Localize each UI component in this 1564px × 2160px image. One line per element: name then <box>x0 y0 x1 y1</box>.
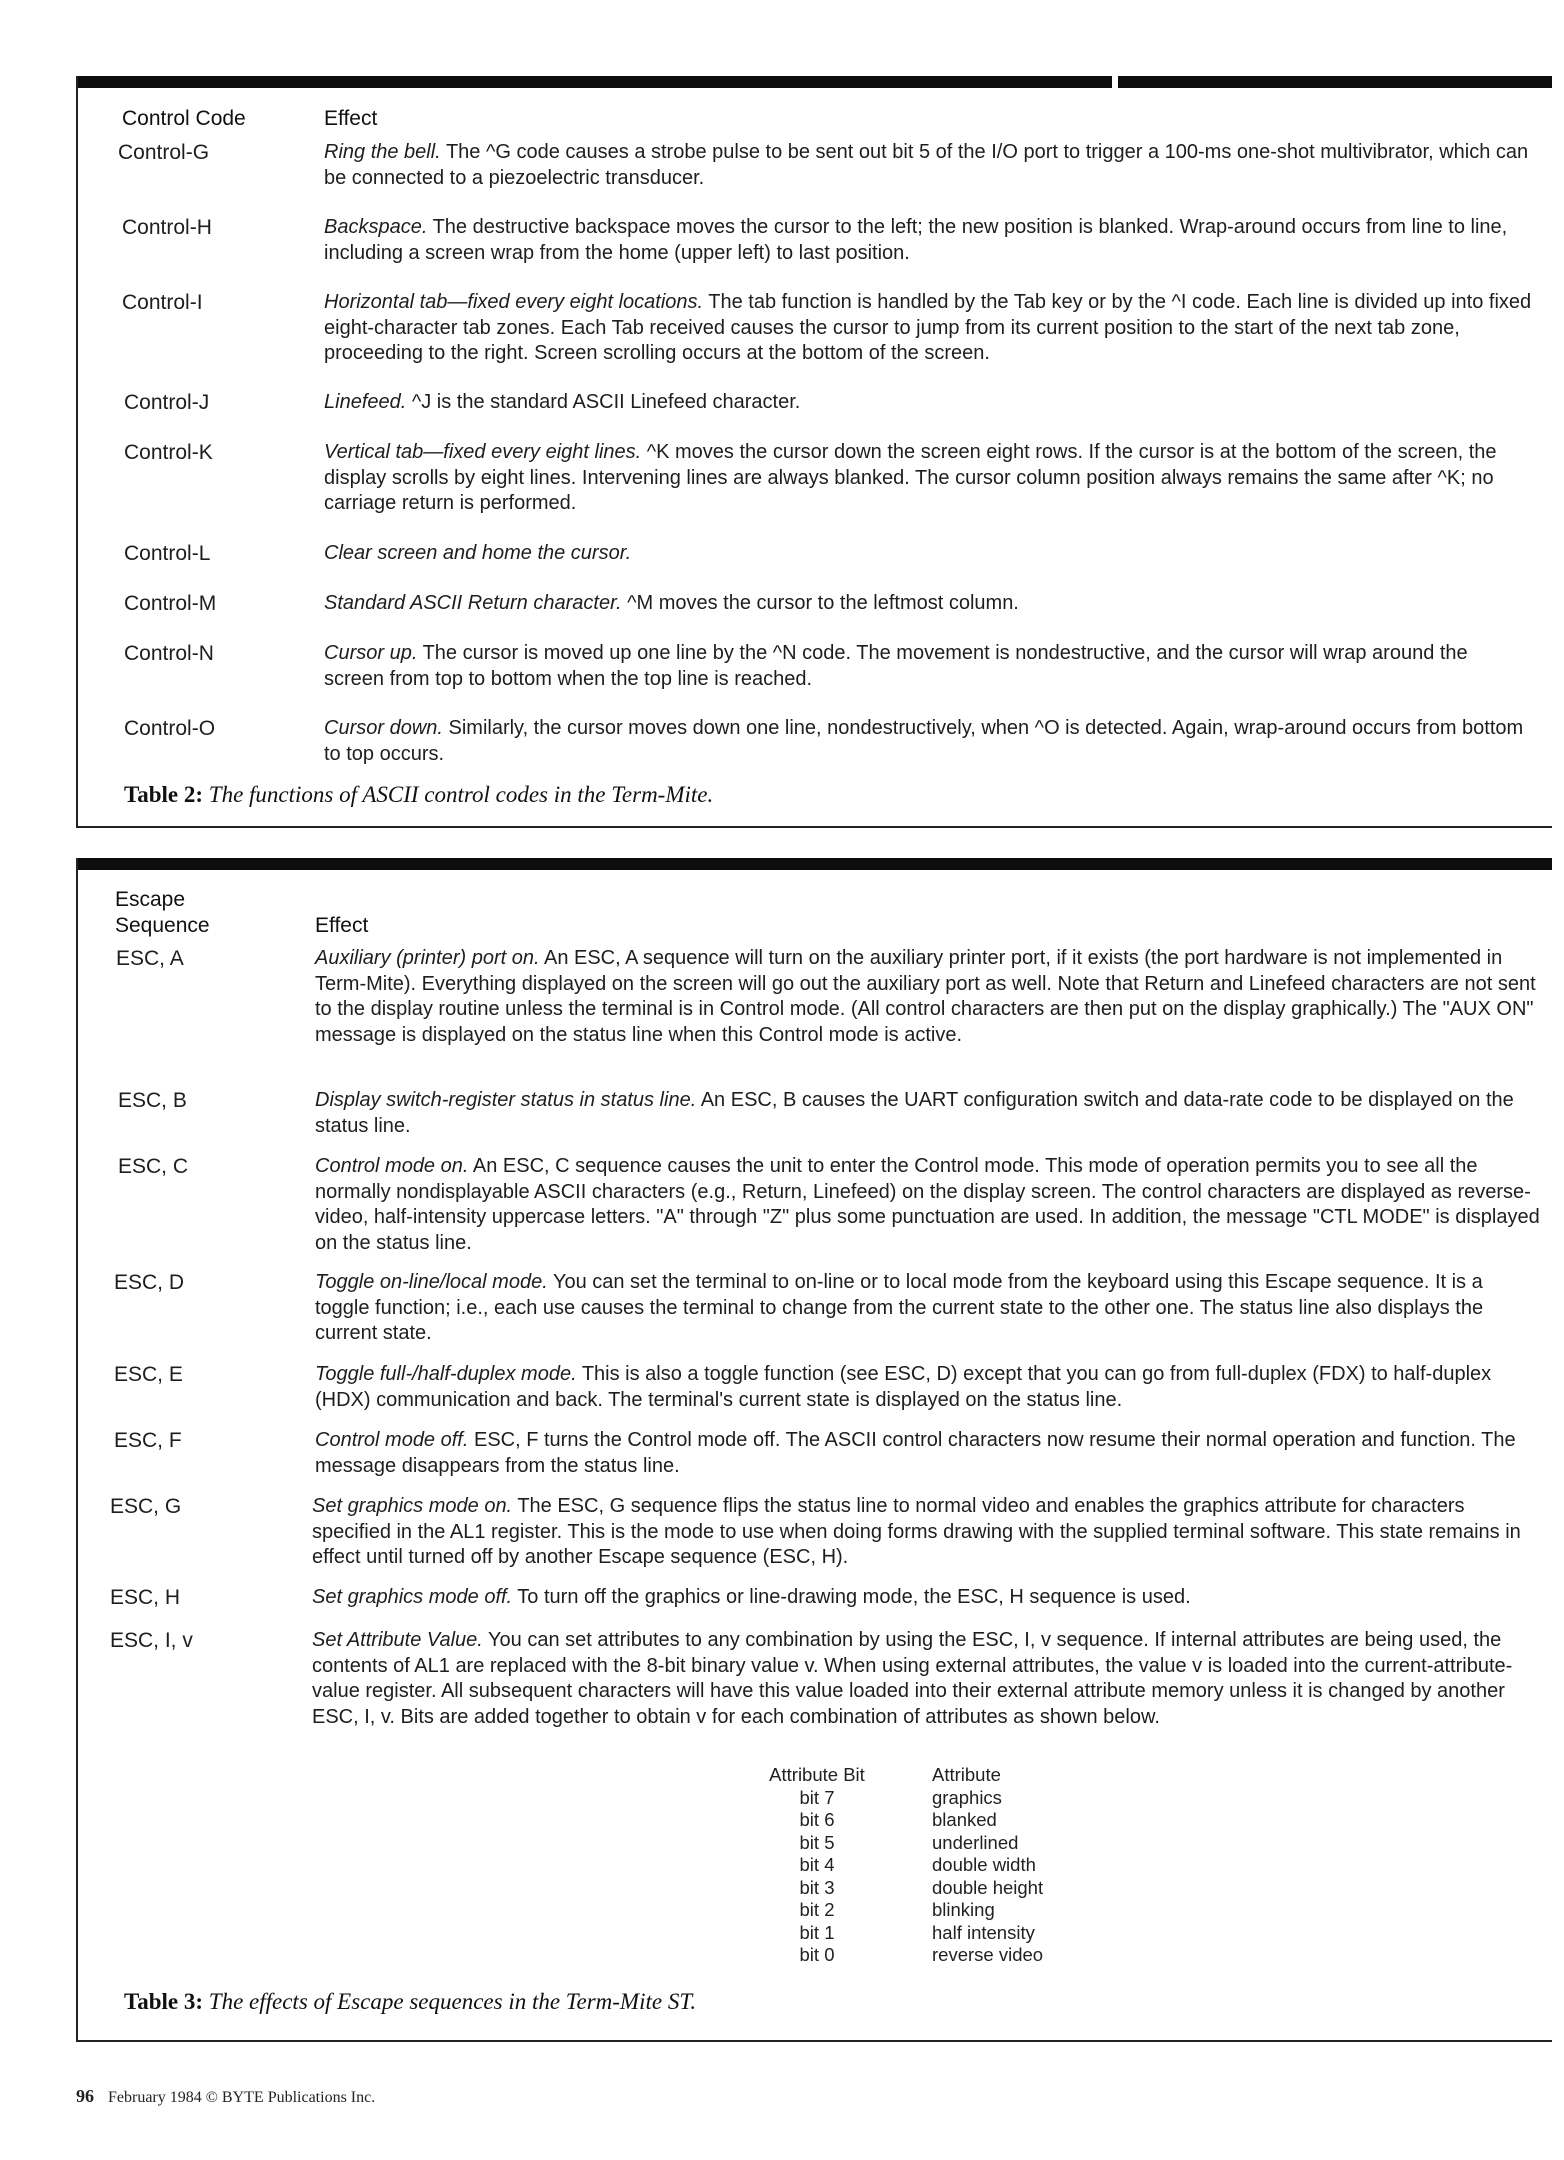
row-effect <box>315 1428 1541 1479</box>
row-code: ESC, I, v <box>110 1629 193 1652</box>
effect-text: The tab function is handled by the Tab key or by the ^I code. Each line is divided up into fixed eight-character tab zones. Each Tab received causes the cursor to jump from its current position to the start of the next tab zone, proceeding to the right. Screen scrolling occurs at the bottom of the screen. <box>324 291 1532 364</box>
attribute-name: underlined <box>932 1831 1019 1853</box>
row-effect <box>324 140 1536 191</box>
row-code: ESC, A <box>116 947 184 970</box>
row-effect <box>315 1154 1541 1256</box>
row-effect <box>324 591 1536 617</box>
row-code: Control-O <box>124 717 216 740</box>
row-effect <box>312 1585 1538 1611</box>
effect-lead: Control mode on. <box>315 1155 469 1177</box>
table-3-header-code-line2: Sequence <box>115 914 210 937</box>
row-effect <box>315 1362 1541 1413</box>
effect-lead: Toggle on-line/local mode. <box>315 1271 548 1293</box>
footer-text: February 1984 © BYTE Publications Inc. <box>108 2089 376 2106</box>
page-number: 96 <box>76 2086 94 2106</box>
effect-text: ^J is the standard ASCII Linefeed character. <box>406 391 801 413</box>
attribute-name: graphics <box>932 1786 1002 1808</box>
effect-lead: Ring the bell. <box>324 141 441 163</box>
row-code: ESC, H <box>110 1586 181 1609</box>
effect-lead: Auxiliary (printer) port on. <box>315 947 540 969</box>
row-code: Control-H <box>122 216 212 239</box>
attribute-bit: bit 4 <box>799 1854 835 1875</box>
effect-lead: Horizontal tab—fixed every eight locations. <box>324 291 704 313</box>
effect-text: An ESC, A sequence will turn on the auxiliary printer port, if it exists (the port hardware is not implemented in Term-Mite). Everything displayed on the screen will go out the auxiliary port as well. Note that Return and Linefeed characters are not sent to the display routine unless the terminal is in Control mode. (All control characters are then put on the display graphically.) The "AUX ON" message is displayed on the status line when this Control mode is active. <box>315 947 1536 1046</box>
table-3-header-code-line1: Escape <box>115 888 186 911</box>
row-effect <box>324 390 1536 416</box>
row-code: Control-I <box>122 291 203 314</box>
effect-text: The cursor is moved up one line by the ^N code. The movement is nondestructive, and the cursor will wrap around the screen from top to bottom when the top line is reached. <box>324 642 1468 690</box>
table-3 <box>76 858 1552 2042</box>
page-footer <box>76 2086 375 2107</box>
attribute-name: double height <box>932 1876 1044 1898</box>
attribute-name: blinking <box>932 1899 995 1920</box>
attribute-bit: bit 2 <box>799 1899 835 1920</box>
row-code: ESC, E <box>114 1363 183 1386</box>
row-code: Control-L <box>124 542 211 565</box>
effect-text: ^M moves the cursor to the leftmost column. <box>621 592 1019 614</box>
row-code: Control-G <box>118 141 210 164</box>
effect-lead: Standard ASCII Return character. <box>324 592 622 614</box>
attribute-bit: bit 7 <box>799 1786 835 1808</box>
caption-label: Table 2: <box>124 782 204 807</box>
row-code: ESC, F <box>114 1429 182 1452</box>
table-2-caption <box>124 781 713 809</box>
effect-lead: Control mode off. <box>315 1429 469 1451</box>
table-2-top-rule <box>78 76 1552 88</box>
effect-text: Similarly, the cursor moves down one line, nondestructively, when ^O is detected. Again, wrap-around occurs from bottom to top occurs. <box>324 717 1524 765</box>
table-2-header-effect: Effect <box>324 107 378 130</box>
row-effect <box>324 215 1536 266</box>
attribute-bit: bit 3 <box>799 1876 835 1898</box>
effect-text: An ESC, B causes the UART configuration switch and data-rate code to be displayed on the status line. <box>315 1089 1514 1137</box>
row-code: Control-M <box>124 592 217 615</box>
effect-text: ESC, F turns the Control mode off. The ASCII control characters now resume their normal operation and function. The message disappears from the status line. <box>315 1429 1516 1477</box>
effect-text: An ESC, C sequence causes the unit to enter the Control mode. This mode of operation permits you to see all the normally nondisplayable ASCII characters (e.g., Return, Linefeed) on the display screen. The control characters are displayed as reverse-video, half-intensity uppercase letters. "A" through "Z" plus some punctuation are used. In addition, the message "CTL MODE" is displayed on the status line. <box>315 1155 1540 1254</box>
table-3-header-effect: Effect <box>315 914 369 937</box>
row-effect <box>315 1270 1541 1347</box>
row-code: Control-K <box>124 441 213 464</box>
attribute-bit: bit 6 <box>799 1809 835 1830</box>
row-code: ESC, G <box>110 1495 182 1518</box>
table-3-top-rule <box>78 858 1552 870</box>
attribute-bit: bit 0 <box>799 1944 835 1965</box>
effect-lead: Cursor down. <box>324 717 443 739</box>
row-effect <box>324 440 1542 517</box>
row-effect <box>315 1088 1541 1139</box>
table-2-header-code: Control Code <box>122 107 246 130</box>
row-effect <box>312 1494 1538 1571</box>
effect-text: ^K moves the cursor down the screen eight rows. If the cursor is at the bottom of the screen, the display scrolls by eight lines. Intervening lines are always blanked. The cursor column position always remains the same after ^K; no carriage return is performed. <box>324 441 1497 514</box>
attribute-name: half intensity <box>932 1921 1035 1943</box>
row-effect <box>324 290 1534 367</box>
effect-text: You can set attributes to any combination by using the ESC, I, v sequence. If internal attributes are being used, the contents of AL1 are replaced with the 8-bit binary value v. When using external attributes, the value v is loaded into the current-attribute-value register. All subsequent characters will have this value loaded into their external attribute memory unless it is changed by another ESC, I, v. Bits are added together to obtain v for each combination of attributes as shown below. <box>312 1629 1513 1728</box>
caption-label: Table 3: <box>124 1989 204 2014</box>
effect-lead: Set graphics mode off. <box>312 1586 513 1608</box>
effect-text: To turn off the graphics or line-drawing mode, the ESC, H sequence is used. <box>512 1586 1191 1608</box>
caption-text: The functions of ASCII control codes in the Term-Mite. <box>208 782 714 807</box>
row-code: Control-J <box>124 391 210 414</box>
effect-lead: Toggle full-/half-duplex mode. <box>315 1363 577 1385</box>
row-effect <box>315 946 1541 1048</box>
effect-text: This is also a toggle function (see ESC, D) except that you can go from full-duplex (FDX) to half-duplex (HDX) communication and back. The terminal's current state is displayed on the status line. <box>315 1363 1492 1411</box>
attribute-header: Attribute <box>932 1764 1001 1785</box>
attribute-bit: bit 1 <box>799 1921 835 1943</box>
effect-text: The ESC, G sequence flips the status line to normal video and enables the graphics attribute for characters specified in the AL1 register. This is the mode to use when doing forms drawing with the supplied terminal software. This state remains in effect until turned off by another Escape sequence (ESC, H). <box>312 1495 1521 1568</box>
attribute-name: blanked <box>932 1809 997 1830</box>
row-effect <box>324 541 1536 567</box>
table-3-caption <box>124 1988 696 2016</box>
effect-lead: Set Attribute Value. <box>312 1629 483 1651</box>
attribute-bit-header: Attribute Bit <box>769 1764 865 1785</box>
row-code: ESC, C <box>118 1155 189 1178</box>
effect-text: The destructive backspace moves the cursor to the left; the new position is blanked. Wrap-around occurs from line to line, including a screen wrap from the home (upper left) to last position. <box>324 216 1508 264</box>
row-code: ESC, D <box>114 1271 185 1294</box>
effect-lead: Linefeed. <box>324 391 407 413</box>
attribute-name: reverse video <box>932 1944 1044 1965</box>
effect-lead: Cursor up. <box>324 642 418 664</box>
effect-lead: Display switch-register status in status line. <box>315 1089 697 1111</box>
effect-lead: Clear screen and home the cursor. <box>324 542 632 564</box>
row-effect <box>324 716 1536 767</box>
attribute-name: double width <box>932 1854 1036 1875</box>
table-2 <box>76 76 1552 828</box>
effect-lead: Set graphics mode on. <box>312 1495 513 1517</box>
effect-text: The ^G code causes a strobe pulse to be sent out bit 5 of the I/O port to trigger a 100-ms one-shot multivibrator, which can be connected to a piezoelectric transducer. <box>324 141 1529 189</box>
effect-text: You can set the terminal to on-line or to local mode from the keyboard using this Escape sequence. It is a toggle function; i.e., each use causes the terminal to change from the current state to the other one. The status line also displays the current state. <box>315 1271 1484 1344</box>
row-effect <box>312 1628 1538 1730</box>
row-code: ESC, B <box>118 1089 187 1112</box>
caption-text: The effects of Escape sequences in the Term-Mite ST. <box>208 1989 697 2014</box>
row-code: Control-N <box>124 642 214 665</box>
row-effect <box>324 641 1524 692</box>
effect-lead: Backspace. <box>324 216 428 238</box>
effect-lead: Vertical tab—fixed every eight lines. <box>324 441 642 463</box>
attribute-bit: bit 5 <box>799 1831 835 1853</box>
